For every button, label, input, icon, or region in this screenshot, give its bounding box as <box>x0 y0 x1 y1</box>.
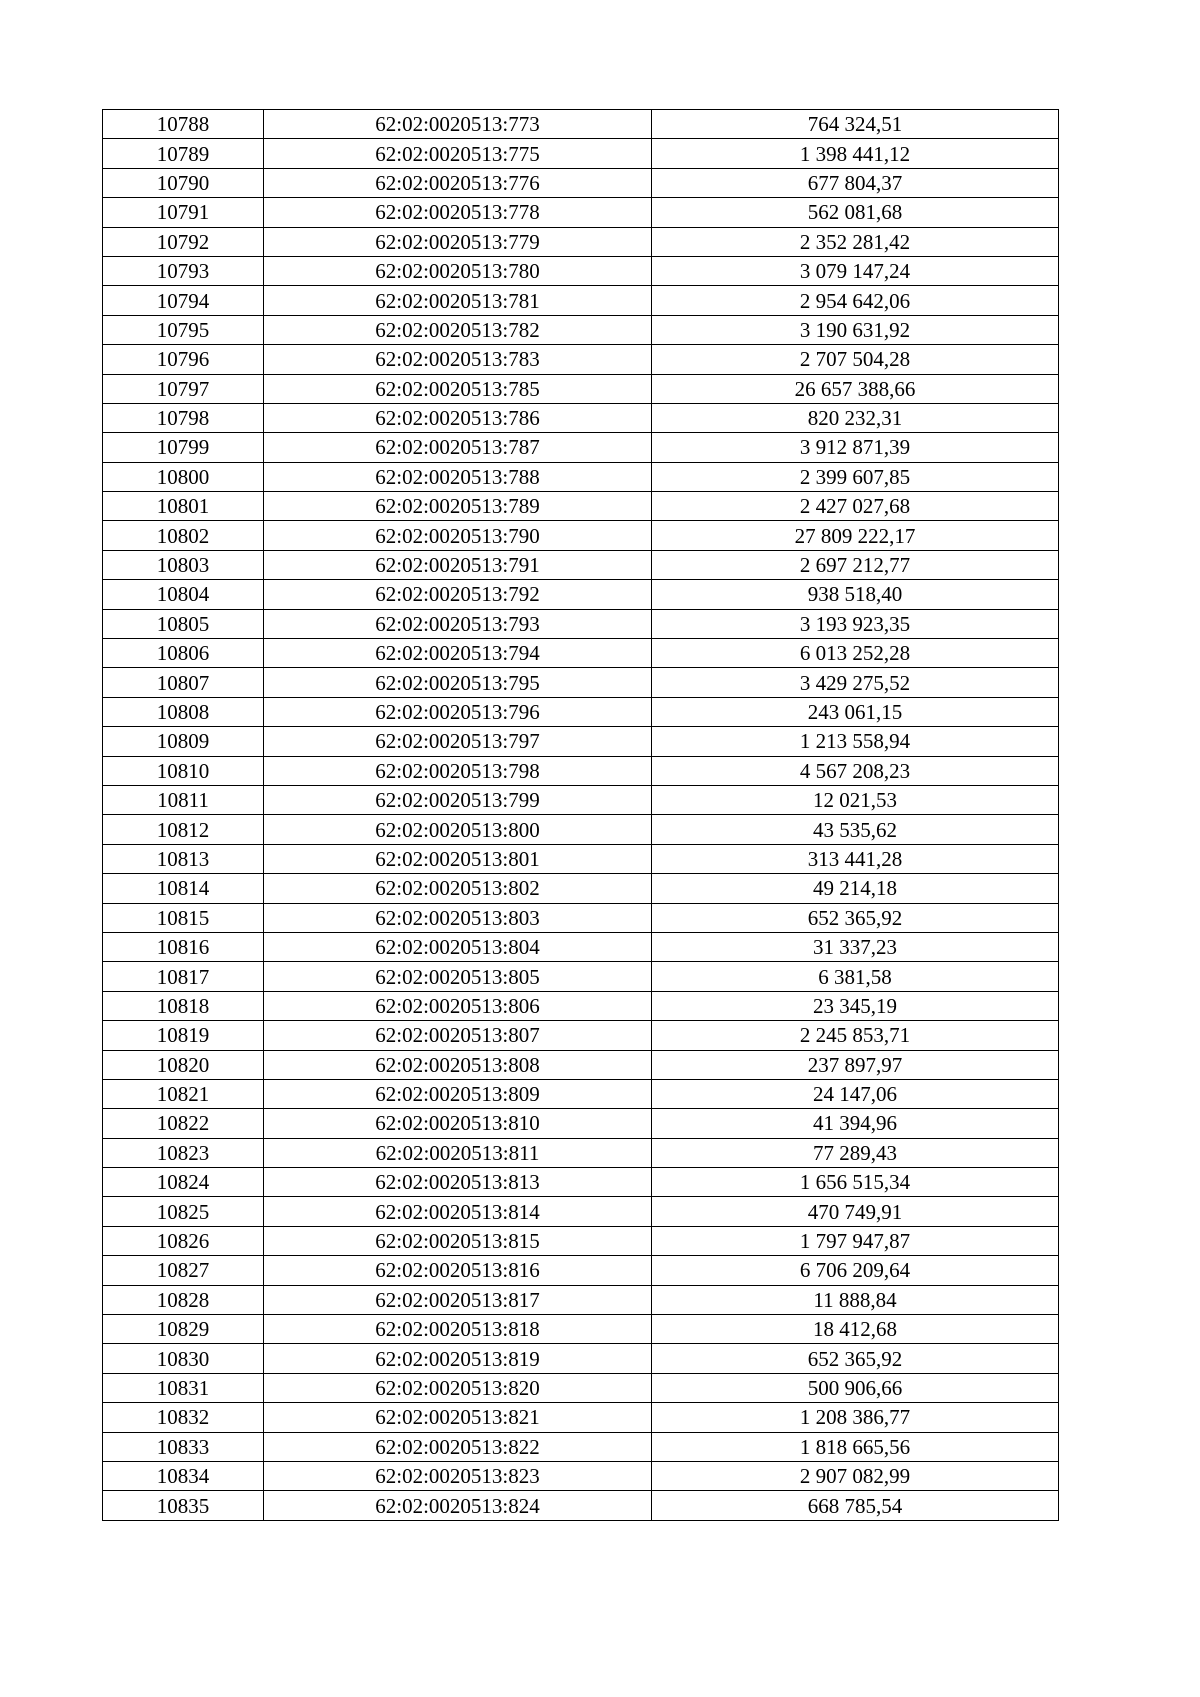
table-row <box>103 1491 1059 1520</box>
cadastral-number-cell: 62:02:0020513:823 <box>264 1461 652 1490</box>
cadastral-number-cell: 62:02:0020513:803 <box>264 903 652 932</box>
cadastral-value-cell: 3 190 631,92 <box>652 315 1059 344</box>
cadastral-value-cell: 6 381,58 <box>652 962 1059 991</box>
row-number-cell: 10834 <box>103 1461 264 1490</box>
cadastral-number-cell: 62:02:0020513:822 <box>264 1432 652 1461</box>
cadastral-number-cell: 62:02:0020513:806 <box>264 991 652 1020</box>
cadastral-value-cell: 562 081,68 <box>652 198 1059 227</box>
row-number-cell: 10803 <box>103 550 264 579</box>
row-number-cell: 10800 <box>103 462 264 491</box>
table-row <box>103 521 1059 550</box>
row-number-cell: 10833 <box>103 1432 264 1461</box>
row-number-cell: 10805 <box>103 609 264 638</box>
cadastral-number-cell: 62:02:0020513:792 <box>264 580 652 609</box>
cadastral-number-cell: 62:02:0020513:788 <box>264 462 652 491</box>
row-number-cell: 10793 <box>103 256 264 285</box>
cadastral-value-cell: 2 427 027,68 <box>652 492 1059 521</box>
cadastral-number-cell: 62:02:0020513:791 <box>264 550 652 579</box>
table-row <box>103 374 1059 403</box>
cadastral-value-cell: 2 954 642,06 <box>652 286 1059 315</box>
cadastral-number-cell: 62:02:0020513:824 <box>264 1491 652 1520</box>
cadastral-number-cell: 62:02:0020513:782 <box>264 315 652 344</box>
row-number-cell: 10797 <box>103 374 264 403</box>
row-number-cell: 10828 <box>103 1285 264 1314</box>
table-row <box>103 1138 1059 1167</box>
row-number-cell: 10792 <box>103 227 264 256</box>
cadastral-value-cell: 2 907 082,99 <box>652 1461 1059 1490</box>
table-row <box>103 1197 1059 1226</box>
cadastral-value-cell: 27 809 222,17 <box>652 521 1059 550</box>
cadastral-value-cell: 18 412,68 <box>652 1315 1059 1344</box>
row-number-cell: 10790 <box>103 168 264 197</box>
cadastral-value-cell: 49 214,18 <box>652 874 1059 903</box>
table-row <box>103 315 1059 344</box>
table-row <box>103 433 1059 462</box>
table-body <box>103 110 1059 1521</box>
table-row <box>103 550 1059 579</box>
cadastral-value-cell: 668 785,54 <box>652 1491 1059 1520</box>
table-row <box>103 756 1059 785</box>
cadastral-number-cell: 62:02:0020513:813 <box>264 1168 652 1197</box>
row-number-cell: 10794 <box>103 286 264 315</box>
row-number-cell: 10813 <box>103 844 264 873</box>
table-row <box>103 844 1059 873</box>
cadastral-value-cell: 12 021,53 <box>652 785 1059 814</box>
table-row <box>103 903 1059 932</box>
row-number-cell: 10819 <box>103 1021 264 1050</box>
row-number-cell: 10806 <box>103 639 264 668</box>
row-number-cell: 10809 <box>103 727 264 756</box>
cadastral-value-cell: 31 337,23 <box>652 932 1059 961</box>
cadastral-number-cell: 62:02:0020513:798 <box>264 756 652 785</box>
row-number-cell: 10788 <box>103 110 264 139</box>
cadastral-value-cell: 652 365,92 <box>652 903 1059 932</box>
cadastral-number-cell: 62:02:0020513:789 <box>264 492 652 521</box>
table-row <box>103 932 1059 961</box>
table-row <box>103 1432 1059 1461</box>
row-number-cell: 10810 <box>103 756 264 785</box>
row-number-cell: 10815 <box>103 903 264 932</box>
cadastral-value-cell: 820 232,31 <box>652 403 1059 432</box>
table-row <box>103 256 1059 285</box>
table-row <box>103 286 1059 315</box>
table-row <box>103 609 1059 638</box>
cadastral-number-cell: 62:02:0020513:811 <box>264 1138 652 1167</box>
cadastral-number-cell: 62:02:0020513:799 <box>264 785 652 814</box>
row-number-cell: 10830 <box>103 1344 264 1373</box>
cadastral-value-cell: 11 888,84 <box>652 1285 1059 1314</box>
table-row <box>103 1079 1059 1108</box>
cadastral-value-cell: 1 398 441,12 <box>652 139 1059 168</box>
cadastral-value-cell: 313 441,28 <box>652 844 1059 873</box>
cadastral-value-cell: 2 352 281,42 <box>652 227 1059 256</box>
cadastral-number-cell: 62:02:0020513:821 <box>264 1403 652 1432</box>
row-number-cell: 10817 <box>103 962 264 991</box>
row-number-cell: 10824 <box>103 1168 264 1197</box>
row-number-cell: 10812 <box>103 815 264 844</box>
cadastral-value-cell: 470 749,91 <box>652 1197 1059 1226</box>
table-row <box>103 1403 1059 1432</box>
cadastral-value-cell: 500 906,66 <box>652 1373 1059 1402</box>
row-number-cell: 10816 <box>103 932 264 961</box>
table-row <box>103 227 1059 256</box>
table-row <box>103 1021 1059 1050</box>
row-number-cell: 10801 <box>103 492 264 521</box>
cadastral-number-cell: 62:02:0020513:794 <box>264 639 652 668</box>
cadastral-number-cell: 62:02:0020513:810 <box>264 1109 652 1138</box>
table-row <box>103 1050 1059 1079</box>
table-row <box>103 874 1059 903</box>
cadastral-number-cell: 62:02:0020513:775 <box>264 139 652 168</box>
table-row <box>103 1285 1059 1314</box>
cadastral-number-cell: 62:02:0020513:802 <box>264 874 652 903</box>
cadastral-value-cell: 237 897,97 <box>652 1050 1059 1079</box>
table-row <box>103 991 1059 1020</box>
cadastral-number-cell: 62:02:0020513:793 <box>264 609 652 638</box>
cadastral-number-cell: 62:02:0020513:808 <box>264 1050 652 1079</box>
table-row <box>103 580 1059 609</box>
cadastral-number-cell: 62:02:0020513:785 <box>264 374 652 403</box>
table-row <box>103 345 1059 374</box>
cadastral-value-cell: 677 804,37 <box>652 168 1059 197</box>
cadastral-number-cell: 62:02:0020513:773 <box>264 110 652 139</box>
cadastral-number-cell: 62:02:0020513:815 <box>264 1226 652 1255</box>
cadastral-value-cell: 43 535,62 <box>652 815 1059 844</box>
cadastral-value-cell: 1 208 386,77 <box>652 1403 1059 1432</box>
cadastral-number-cell: 62:02:0020513:816 <box>264 1256 652 1285</box>
cadastral-value-cell: 938 518,40 <box>652 580 1059 609</box>
table-row <box>103 403 1059 432</box>
cadastral-value-cell: 764 324,51 <box>652 110 1059 139</box>
cadastral-number-cell: 62:02:0020513:780 <box>264 256 652 285</box>
cadastral-number-cell: 62:02:0020513:783 <box>264 345 652 374</box>
table-row <box>103 492 1059 521</box>
row-number-cell: 10825 <box>103 1197 264 1226</box>
table-row <box>103 1168 1059 1197</box>
table-row <box>103 1226 1059 1255</box>
cadastral-value-cell: 1 213 558,94 <box>652 727 1059 756</box>
row-number-cell: 10822 <box>103 1109 264 1138</box>
cadastral-value-cell: 3 079 147,24 <box>652 256 1059 285</box>
cadastral-value-cell: 24 147,06 <box>652 1079 1059 1108</box>
cadastral-number-cell: 62:02:0020513:819 <box>264 1344 652 1373</box>
table-row <box>103 639 1059 668</box>
cadastral-number-cell: 62:02:0020513:809 <box>264 1079 652 1108</box>
table-row <box>103 1256 1059 1285</box>
cadastral-number-cell: 62:02:0020513:776 <box>264 168 652 197</box>
cadastral-number-cell: 62:02:0020513:781 <box>264 286 652 315</box>
row-number-cell: 10804 <box>103 580 264 609</box>
cadastral-value-table <box>102 109 1059 1521</box>
cadastral-value-cell: 2 399 607,85 <box>652 462 1059 491</box>
cadastral-value-cell: 6 706 209,64 <box>652 1256 1059 1285</box>
cadastral-number-cell: 62:02:0020513:804 <box>264 932 652 961</box>
row-number-cell: 10789 <box>103 139 264 168</box>
cadastral-number-cell: 62:02:0020513:820 <box>264 1373 652 1402</box>
cadastral-number-cell: 62:02:0020513:790 <box>264 521 652 550</box>
cadastral-number-cell: 62:02:0020513:796 <box>264 697 652 726</box>
row-number-cell: 10811 <box>103 785 264 814</box>
table-row <box>103 1373 1059 1402</box>
row-number-cell: 10827 <box>103 1256 264 1285</box>
cadastral-number-cell: 62:02:0020513:795 <box>264 668 652 697</box>
cadastral-number-cell: 62:02:0020513:786 <box>264 403 652 432</box>
row-number-cell: 10802 <box>103 521 264 550</box>
cadastral-value-cell: 652 365,92 <box>652 1344 1059 1373</box>
row-number-cell: 10814 <box>103 874 264 903</box>
cadastral-value-cell: 77 289,43 <box>652 1138 1059 1167</box>
table-row <box>103 962 1059 991</box>
row-number-cell: 10791 <box>103 198 264 227</box>
table-row <box>103 1315 1059 1344</box>
cadastral-value-cell: 1 818 665,56 <box>652 1432 1059 1461</box>
table-row <box>103 168 1059 197</box>
table-row <box>103 1461 1059 1490</box>
cadastral-value-cell: 3 193 923,35 <box>652 609 1059 638</box>
row-number-cell: 10818 <box>103 991 264 1020</box>
cadastral-number-cell: 62:02:0020513:778 <box>264 198 652 227</box>
cadastral-value-cell: 3 912 871,39 <box>652 433 1059 462</box>
cadastral-number-cell: 62:02:0020513:818 <box>264 1315 652 1344</box>
row-number-cell: 10795 <box>103 315 264 344</box>
table-row <box>103 139 1059 168</box>
table-row <box>103 815 1059 844</box>
row-number-cell: 10808 <box>103 697 264 726</box>
cadastral-number-cell: 62:02:0020513:797 <box>264 727 652 756</box>
cadastral-value-cell: 41 394,96 <box>652 1109 1059 1138</box>
row-number-cell: 10799 <box>103 433 264 462</box>
row-number-cell: 10831 <box>103 1373 264 1402</box>
cadastral-value-cell: 23 345,19 <box>652 991 1059 1020</box>
cadastral-value-cell: 1 797 947,87 <box>652 1226 1059 1255</box>
table-row <box>103 668 1059 697</box>
table-row <box>103 785 1059 814</box>
row-number-cell: 10807 <box>103 668 264 697</box>
row-number-cell: 10823 <box>103 1138 264 1167</box>
table-row <box>103 697 1059 726</box>
cadastral-number-cell: 62:02:0020513:800 <box>264 815 652 844</box>
row-number-cell: 10835 <box>103 1491 264 1520</box>
table-row <box>103 1109 1059 1138</box>
cadastral-value-cell: 6 013 252,28 <box>652 639 1059 668</box>
cadastral-value-cell: 2 245 853,71 <box>652 1021 1059 1050</box>
cadastral-value-cell: 3 429 275,52 <box>652 668 1059 697</box>
cadastral-value-cell: 243 061,15 <box>652 697 1059 726</box>
table-row <box>103 462 1059 491</box>
cadastral-number-cell: 62:02:0020513:779 <box>264 227 652 256</box>
cadastral-number-cell: 62:02:0020513:807 <box>264 1021 652 1050</box>
row-number-cell: 10832 <box>103 1403 264 1432</box>
row-number-cell: 10826 <box>103 1226 264 1255</box>
table-row <box>103 198 1059 227</box>
cadastral-number-cell: 62:02:0020513:801 <box>264 844 652 873</box>
row-number-cell: 10821 <box>103 1079 264 1108</box>
table-row <box>103 727 1059 756</box>
row-number-cell: 10829 <box>103 1315 264 1344</box>
cadastral-value-cell: 26 657 388,66 <box>652 374 1059 403</box>
cadastral-value-cell: 2 707 504,28 <box>652 345 1059 374</box>
row-number-cell: 10820 <box>103 1050 264 1079</box>
table-row <box>103 110 1059 139</box>
cadastral-number-cell: 62:02:0020513:805 <box>264 962 652 991</box>
cadastral-number-cell: 62:02:0020513:787 <box>264 433 652 462</box>
table-row <box>103 1344 1059 1373</box>
cadastral-value-cell: 2 697 212,77 <box>652 550 1059 579</box>
row-number-cell: 10798 <box>103 403 264 432</box>
cadastral-number-cell: 62:02:0020513:814 <box>264 1197 652 1226</box>
cadastral-value-cell: 4 567 208,23 <box>652 756 1059 785</box>
cadastral-number-cell: 62:02:0020513:817 <box>264 1285 652 1314</box>
cadastral-value-cell: 1 656 515,34 <box>652 1168 1059 1197</box>
row-number-cell: 10796 <box>103 345 264 374</box>
